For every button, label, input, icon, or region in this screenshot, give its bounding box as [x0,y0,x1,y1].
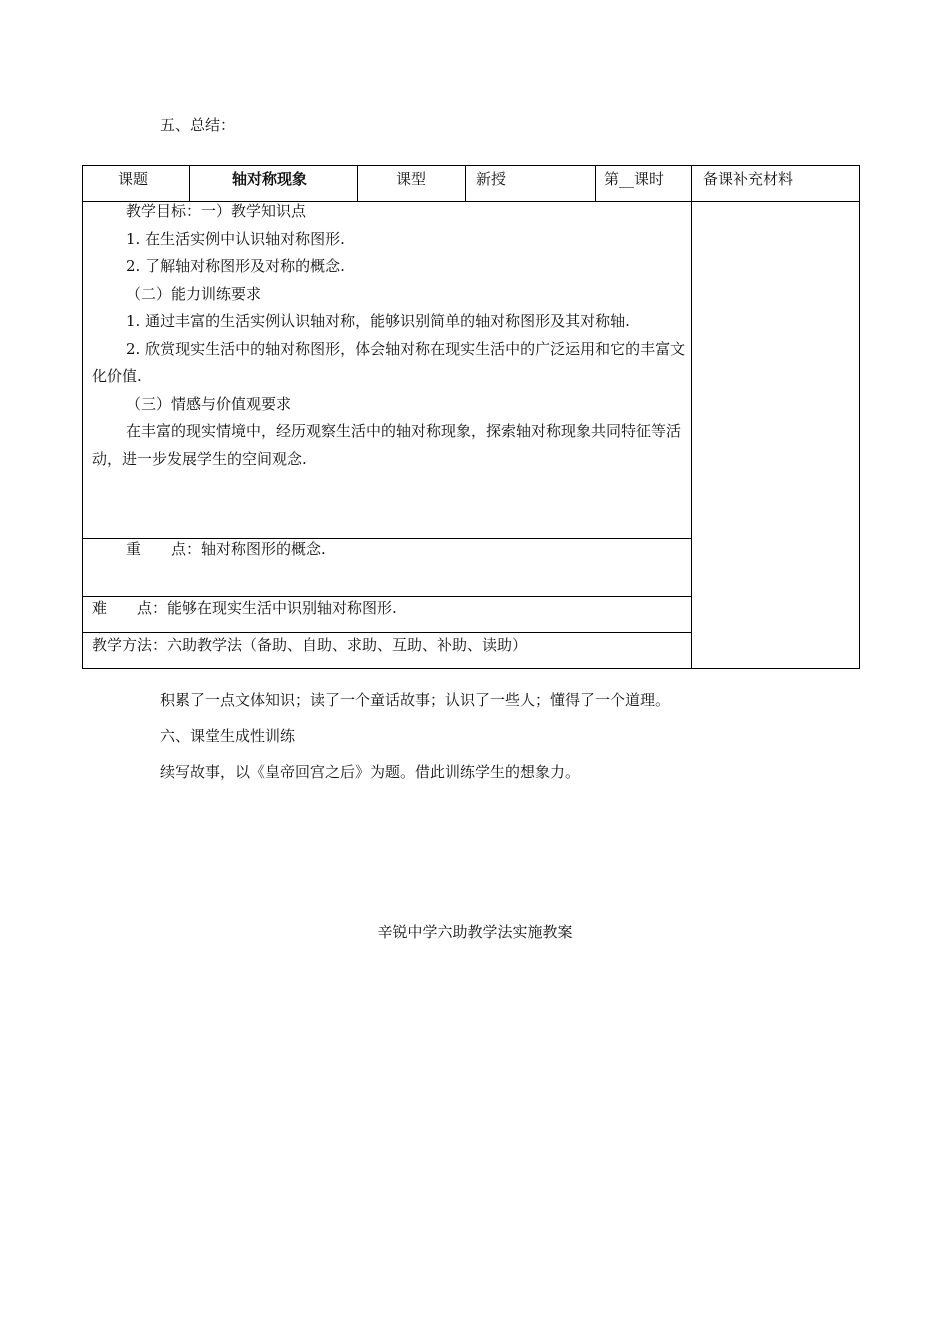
objectives-block [92,198,687,473]
table-border-top [82,165,860,166]
key-point-row [126,539,326,559]
ability-point-2: 2. 欣赏现实生活中的轴对称图形，体会轴对称在现实生活中的广泛运用和它的丰富文化价值. [92,339,686,385]
header-col-divider [357,165,358,202]
difficulty-row [92,598,397,618]
table-border-right [859,165,860,669]
objectives-heading: 教学目标：一）教学知识点 [126,202,307,220]
header-col-divider [595,165,596,202]
period-label: 第__课时 [604,170,665,188]
type-label: 课型 [396,170,427,188]
section-heading-summary: 五、总结： [160,116,236,134]
type-value: 新授 [476,170,507,188]
school-footer: 辛锐中学六助教学法实施教案 [377,923,573,941]
section-heading-training: 六、课堂生成性训练 [160,727,296,745]
difficulty-text: 能够在现实生活中识别轴对称图形. [167,599,397,617]
summary-text: 积累了一点文体知识；读了一个童话故事；认识了一些人；懂得了一个道理。 [160,691,671,709]
table-border-bottom [82,668,860,669]
keypoint-divider [82,596,692,597]
training-task: 续写故事，以《皇帝回宫之后》为题。借此训练学生的想象力。 [160,763,581,781]
key-point-label: 重 点： [126,540,202,558]
topic-value: 轴对称现象 [232,170,308,188]
supplement-label: 备课补充材料 [703,170,794,188]
teaching-method: 教学方法：六助教学法（备助、自助、求助、互助、补助、读助） [92,636,528,654]
emotion-point-1: 在丰富的现实情境中，经历观察生活中的轴对称现象，探索轴对称现象共同特征等活动，进一步发展学生的空间观念. [92,422,682,468]
header-col-divider [465,165,466,202]
supplement-col-divider [691,165,692,669]
emotion-heading: （三）情感与价值观要求 [126,394,292,413]
header-col-divider [189,165,190,202]
difficulty-label: 难 点： [92,599,168,617]
ability-point-1: 1. 通过丰富的生活实例认识轴对称，能够识别简单的轴对称图形及其对称轴. [126,312,630,330]
knowledge-point-2: 2. 了解轴对称图形及对称的概念. [126,257,345,275]
ability-heading: （二）能力训练要求 [126,284,262,303]
key-point-text: 轴对称图形的概念. [201,540,326,558]
table-border-left [82,165,83,669]
difficulty-divider [82,632,692,633]
knowledge-point-1: 1. 在生活实例中认识轴对称图形. [126,229,345,248]
topic-label: 课题 [118,170,149,188]
